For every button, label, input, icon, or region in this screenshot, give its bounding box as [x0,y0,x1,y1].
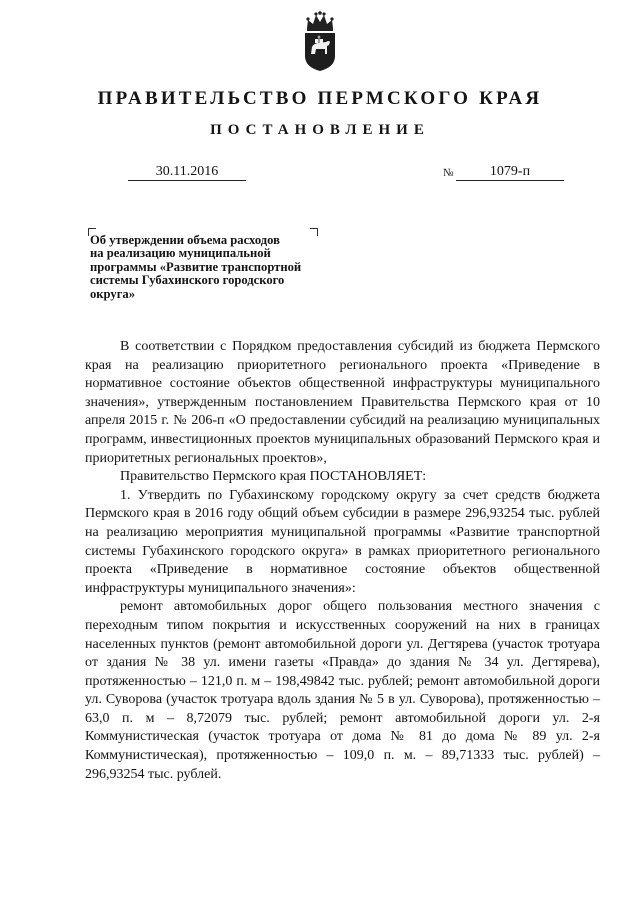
perm-krai-coat-of-arms-icon [302,10,338,72]
road-repair-paragraph: ремонт автомобильных дорог общего пользования местного значения с переходным типом покрытия и искусственных сооружений на них в границах населенных пунктов (ремонт автомобильной дороги ул. Дегтярева (участок тротуара от здания № 38 ул. имени газеты «Правда» до здания № 34 ул. Дегтярева), протяженностью – 121,0 п. м – 198,49842 тыс. рублей; ремонт автомобильной дороги ул. Суворова (участок тротуара вдоль здания № 5 в ул. Суворова), протяженностью – 63,0 п. м – 8,72079 тыс. рублей; ремонт автомобильной дороги ул. 2-я Коммунистическая (участок тротуара от дома № 81 до дома № 89 ул. 2-я Коммунистическая), протяженностью – 109,0 п. м. – 89,71333 тыс. рублей) – 296,93254 тыс. рублей. [85,599,600,782]
government-title: ПРАВИТЕЛЬСТВО ПЕРМСКОГО КРАЯ [97,88,543,109]
item-1-paragraph: 1. Утвердить по Губахинскому городскому округу за счет средств бюджета Пермского края в 2016 году общий объем субсидии в размере 296,93254 тыс. рублей на реализацию мероприятия муниципальной программы «Развитие транспортной системы Губахинского городского округа» в рамках приоритетного регионального проекта «Приведение в нормативное состояние объектов общественной инфраструктуры муниципального значения»: [85,487,600,596]
document-number: 1079-п [456,164,564,181]
resolution-clause: Правительство Пермского края ПОСТАНОВЛЯЕТ: [120,469,427,485]
subject-line: округа» [90,286,136,301]
number-sign: № [443,167,454,179]
subject-line: Об утверждении объема расходов [90,233,280,247]
document-date: 30.11.2016 [128,164,246,181]
document-subject [90,234,390,301]
subject-line: программы «Развитие транспортной [90,259,302,274]
preamble-paragraph: В соответствии с Порядком предоставления субсидий из бюджета Пермского края на реализацию приоритетного регионального проекта «Приведение в нормативное состояние объектов общественной инфраструктуры муниципального значения», утвержденным постановлением Правительства Пермского края от 10 апреля 2015 г. № 206-п «О предоставлении субсидий на реализацию муниципальных программ, инвестиционных проектов муниципальных образований Пермского края и приоритетных региональных проектов», [85,339,600,466]
subject-line: системы Губахинского городского [90,273,285,288]
subject-line: на реализацию муниципальной [90,246,271,261]
document-body [85,338,600,784]
document-type: ПОСТАНОВЛЕНИЕ [210,122,430,138]
